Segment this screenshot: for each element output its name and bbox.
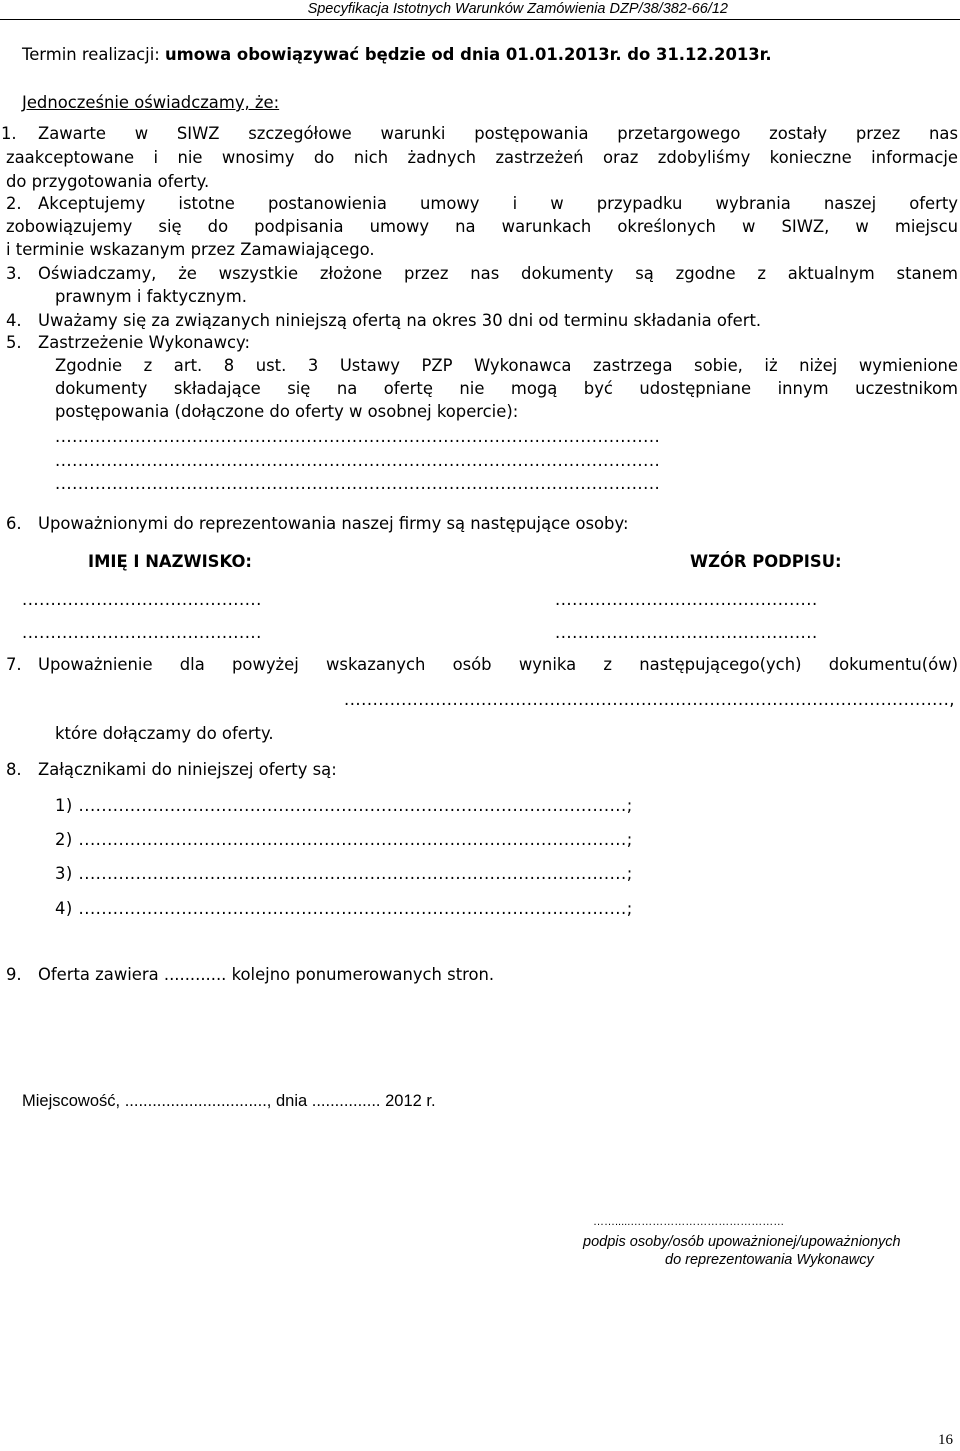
term-label: Termin realizacji: (22, 45, 160, 64)
item5-line2: dokumenty składające się na ofertę nie mogą być udostępniane innym uczestnikom (55, 379, 958, 398)
signature-caption-2: do reprezentowania Wykonawcy (665, 1252, 874, 1268)
item5-dots-1: .......................................................................................................... (55, 427, 661, 446)
declaration-intro: Jednocześnie oświadczamy, że: (22, 93, 280, 112)
item1-line1: Zawarte w SIWZ szczegółowe warunki postępowania przetargowego zostały przez nas (38, 124, 958, 143)
item7-line1: Upoważnienie dla powyżej wskazanych osób wynika z następującego(ych) dokumentu(ów) (38, 655, 958, 674)
item5-dots-3: .......................................................................................................... (55, 474, 661, 493)
item2-line3: i terminie wskazanym przez Zamawiającego. (6, 240, 375, 259)
item2-line2: zobowiązujemy się do podpisania umowy na warunkach określonych w SIWZ, w miejscu (6, 217, 958, 236)
item4-text: Uważamy się za związanych niniejszą ofertą na okres 30 dni od terminu składania ofert. (38, 311, 762, 330)
item7-number: 7. (6, 655, 22, 674)
attachment-1: 1) ................................................................................................; (55, 796, 633, 815)
term-value: umowa obowiązywać będzie od dnia 01.01.2013r. do 31.12.2013r. (165, 45, 772, 64)
item9-number: 9. (6, 965, 22, 984)
item5-line3: postępowania (dołączone do oferty w osobnej kopercie): (55, 402, 519, 421)
item2-line1: Akceptujemy istotne postanowienia umowy i w przypadku wybrania naszej oferty (38, 194, 958, 213)
col-name-header: IMIĘ I NAZWISKO: (88, 552, 252, 571)
signature-caption-1: podpis osoby/osób upoważnionej/upoważnionych (583, 1234, 901, 1250)
attachment-3: 3) ................................................................................................; (55, 864, 633, 883)
attachment-2: 2) ................................................................................................; (55, 830, 633, 849)
place-date: Miejscowość, ..............................., dnia ............... 2012 r. (22, 1092, 436, 1110)
item3-line1: Oświadczamy, że wszystkie złożone przez nas dokumenty są zgodne z aktualnym stanem (38, 264, 958, 283)
person-name-1: .......................................... (22, 590, 262, 609)
col-signature-header: WZÓR PODPISU: (690, 552, 842, 571)
item3-line2: prawnym i faktycznym. (55, 287, 247, 306)
item7-line3: które dołączamy do oferty. (55, 724, 274, 743)
item7-dots: .........................................................................................................., (344, 690, 955, 709)
term-line (22, 45, 772, 64)
item5-dots-2: .......................................................................................................... (55, 451, 661, 470)
page-number: 16 (938, 1432, 953, 1448)
item6-text: Upoważnionymi do reprezentowania naszej firmy są następujące osoby: (38, 514, 629, 533)
item8-text: Załącznikami do niniejszej oferty są: (38, 760, 337, 779)
running-title: Specyfikacja Istotnych Warunków Zamówienia DZP/38/382-66/12 (307, 1, 728, 17)
attachment-4: 4) ................................................................................................; (55, 899, 633, 918)
item3-number: 3. (6, 264, 22, 283)
item5-number: 5. (6, 333, 22, 352)
item4-number: 4. (6, 311, 22, 330)
item1-line3: do przygotowania oferty. (6, 172, 210, 191)
signature-dots: …….....…………………………………… (593, 1216, 785, 1228)
person-name-2: .......................................... (22, 623, 262, 642)
person-signature-2: .............................................. (555, 623, 818, 642)
item5-title: Zastrzeżenie Wykonawcy: (38, 333, 251, 352)
item5-line1: Zgodnie z art. 8 ust. 3 Ustawy PZP Wykonawca zastrzega sobie, iż niżej wymienione (55, 356, 958, 375)
item8-number: 8. (6, 760, 22, 779)
running-header (0, 0, 960, 20)
item9-text: Oferta zawiera ............ kolejno ponumerowanych stron. (38, 965, 495, 984)
person-signature-1: .............................................. (555, 590, 818, 609)
item1-line2: zaakceptowane i nie wnosimy do nich żadnych zastrzeżeń oraz zdobyliśmy konieczne informacje (6, 148, 958, 167)
item6-number: 6. (6, 514, 22, 533)
item1-number: 1. (1, 124, 17, 143)
item2-number: 2. (6, 194, 22, 213)
